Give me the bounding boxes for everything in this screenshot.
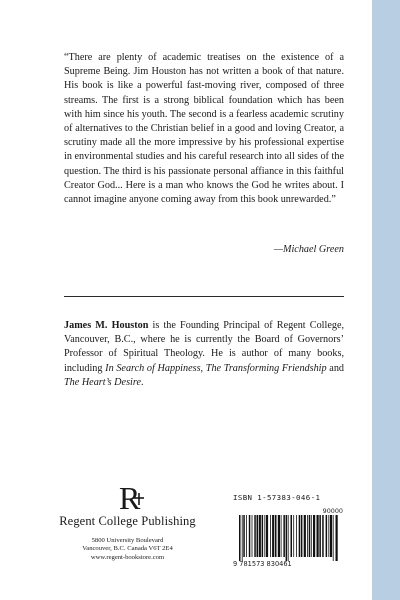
barcode-bar <box>259 515 261 557</box>
isbn-label: ISBN 1-57383-046-1 <box>233 493 321 502</box>
barcode-bar <box>336 515 338 561</box>
barcode-bar <box>275 515 277 557</box>
barcode-bar <box>328 515 329 557</box>
barcode-bar <box>304 515 306 557</box>
barcode-block <box>233 493 343 573</box>
barcode-bar <box>313 515 315 557</box>
barcode-bar <box>254 515 256 557</box>
barcode-bar <box>283 515 285 557</box>
spine-color-strip <box>372 0 400 600</box>
barcode-bar <box>330 515 332 557</box>
barcode-bar <box>278 515 280 557</box>
barcode-bar <box>252 515 253 557</box>
barcode-bar <box>264 515 265 557</box>
barcode-bars <box>233 515 343 561</box>
barcode-bar <box>301 515 303 557</box>
barcode-bar <box>242 515 243 561</box>
barcode-bar <box>272 515 274 557</box>
barcode-bar <box>322 515 324 557</box>
barcode-bar <box>317 515 319 557</box>
bio-separator: and <box>326 362 345 374</box>
barcode-bar <box>266 515 268 557</box>
barcode-bar <box>326 515 328 557</box>
publisher-name: Regent College Publishing <box>59 514 196 528</box>
author-name: James M. Houston <box>64 320 149 331</box>
barcode-bar <box>296 515 297 557</box>
address-line: Vancouver, B.C. Canada V6T 2E4 <box>82 545 173 553</box>
book-title-2: The Transforming Friendship <box>205 362 327 374</box>
author-bio-text: is the Founding Principal of Regent College, Vancouver, B.C., where he is currently the Board of Governors’ Professor of Spiritual Theology. He is author of many books, including <box>64 320 345 374</box>
barcode-bar <box>246 515 247 557</box>
barcode-digits: 9 781573 830461 <box>233 560 292 568</box>
publisher-website: www.regent-bookstore.com <box>90 553 165 561</box>
barcode-bar <box>311 515 312 557</box>
barcode-bar <box>319 515 321 557</box>
endorsement-quote: “There are plenty of academic treatises on the existence of a Supreme Being. Jim Houston has not written a book of that nature. His book is like a powerful fast-moving river, composed of three streams. The first is a strong biblical foundation which has been with him since his youth. The second is a fearless academic scrutiny of alternatives to the Christian belief in a good and loving Creator, a scrutiny made all the more impressive by his professional expertise in environmental studies and his careful research into all sides of the question. The third is his passionate personal affiance in this faithful Creator God... Here is a man who knows the God he writes about. I cannot imagine anyone coming away from this book unrewarded.” <box>64 52 344 206</box>
regent-r-cross-logo-icon <box>108 480 148 514</box>
barcode-bar <box>270 515 271 557</box>
barcode-bar <box>249 515 251 557</box>
divider-rule <box>64 296 344 297</box>
book-title-3: The Heart’s Desire <box>64 376 141 388</box>
barcode-bar <box>293 515 294 557</box>
barcode-bar <box>286 515 288 561</box>
bio-end: . <box>140 376 144 388</box>
endorsement-attribution: —Michael Green <box>273 244 344 255</box>
barcode-bar <box>309 515 311 557</box>
barcode-bar <box>288 515 289 561</box>
barcode-bar <box>239 515 241 561</box>
publisher-block <box>50 480 205 562</box>
author-bio <box>64 319 344 390</box>
bio-separator: , <box>200 362 206 374</box>
book-title-1: In Search of Happiness <box>105 362 201 374</box>
barcode-bar <box>299 515 301 557</box>
publisher-address <box>50 537 205 562</box>
barcode-bar <box>291 515 293 557</box>
barcode-bar <box>262 515 264 557</box>
price-code: 90000 <box>322 507 343 515</box>
barcode-bar <box>243 515 245 557</box>
barcode-bar <box>257 515 259 557</box>
address-line: 5800 University Boulevard <box>91 537 164 544</box>
barcode-bar <box>281 515 282 557</box>
svg-text:R: R <box>118 480 140 514</box>
barcode-bar <box>307 515 308 557</box>
barcode-bar <box>333 515 334 561</box>
